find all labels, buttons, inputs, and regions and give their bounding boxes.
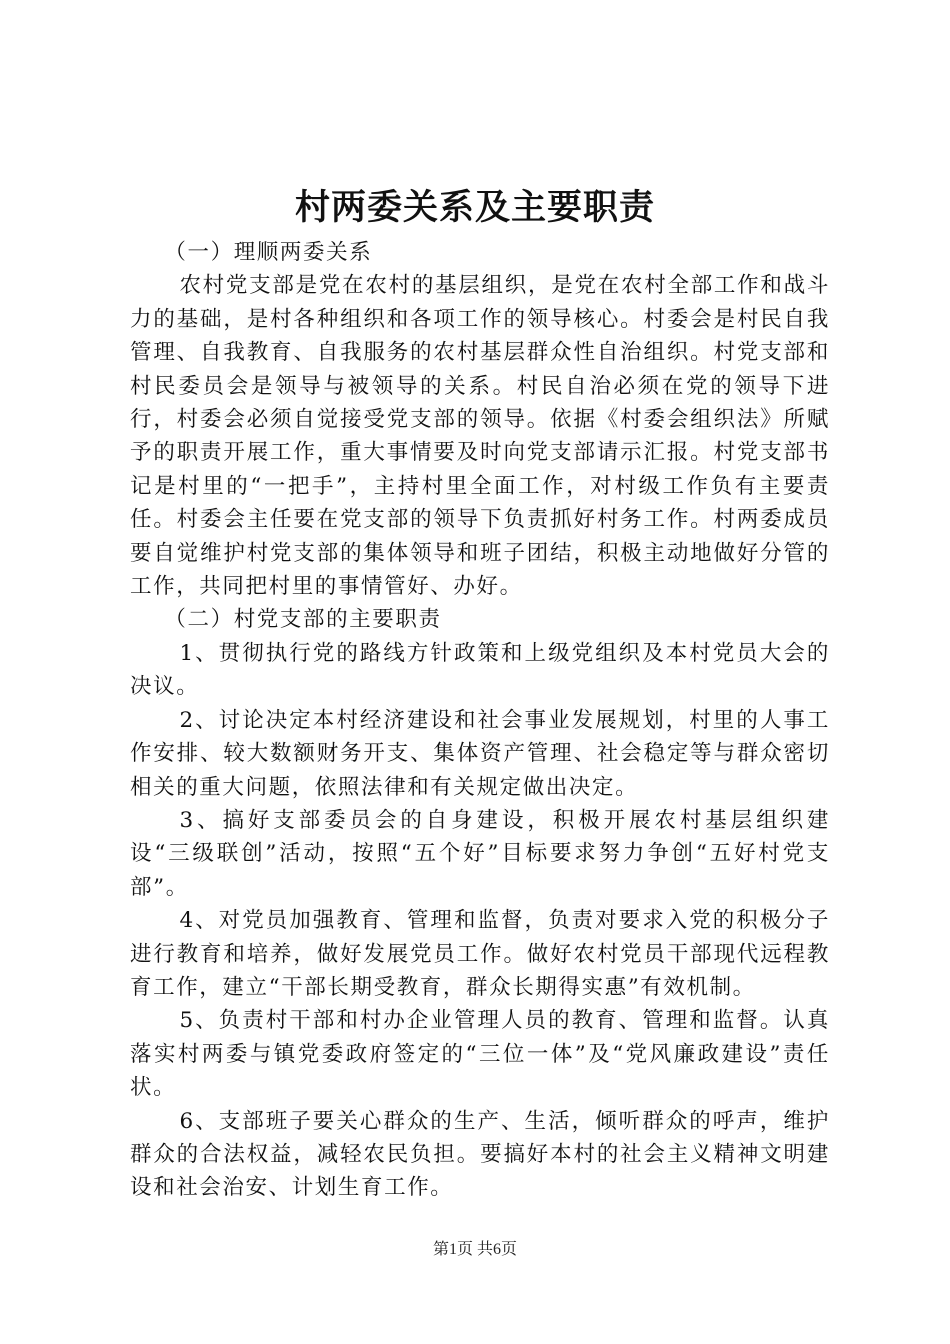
duty-item-4: 4、对党员加强教育、管理和监督，负责对要求入党的积极分子进行教育和培养，做好发展党员工作。做好农村党员干部现代远程教育工作，建立“干部长期受教育，群众长期得实惠”有效机制。 — [130, 908, 830, 1000]
section-heading-2: （二）村党支部的主要职责 — [164, 607, 442, 633]
document-body — [130, 236, 830, 1205]
duty-item-3: 3、搞好支部委员会的自身建设，积极开展农村基层组织建设“三级联创”活动，按照“五个好”目标要求努力争创“五好村党支部”。 — [130, 807, 830, 900]
section-heading-1: （一）理顺两委关系 — [164, 240, 373, 265]
document-title: 村两委关系及主要职责 — [294, 187, 655, 228]
paragraph-intro: 农村党支部是党在农村的基层组织，是党在农村全部工作和战斗力的基础，是村各种组织和各项工作的领导核心。村委会是村民自我管理、自我教育、自我服务的农村基层群众性自治组织。村党支部和村民委员会是领导与被领导的关系。村民自治必须在党的领导下进行，村委会必须自觉接受党支部的领导。依据《村委会组织法》所赋予的职责开展工作，重大事情要及时向党支部请示汇报。村党支部书记是村里的“一把手”，主持村里全面工作，对村级工作负有主要责任。村委会主任要在党支部的领导下负责抓好村务工作。村两委成员要自觉维护村党支部的集体领导和班子团结，积极主动地做好分管的工作，共同把村里的事情管好、办好。 — [130, 273, 830, 600]
duty-item-1: 1、贯彻执行党的路线方针政策和上级党组织及本村党员大会的决议。 — [130, 640, 830, 700]
duty-item-6: 6、支部班子要关心群众的生产、生活，倾听群众的呼声，维护群众的合法权益，减轻农民负担。要搞好本村的社会主义精神文明建设和社会治安、计划生育工作。 — [130, 1108, 830, 1201]
duty-item-2: 2、讨论决定本村经济建设和社会事业发展规划，村里的人事工作安排、较大数额财务开支、集体资产管理、社会稳定等与群众密切相关的重大问题，依照法律和有关规定做出决定。 — [130, 707, 830, 800]
page-number-footer: 第1页 共6页 — [432, 1241, 517, 1258]
duty-item-5: 5、负责村干部和村办企业管理人员的教育、管理和监督。认真落实村两委与镇党委政府签定的“三位一体”及“党风廉政建设”责任状。 — [130, 1008, 830, 1101]
